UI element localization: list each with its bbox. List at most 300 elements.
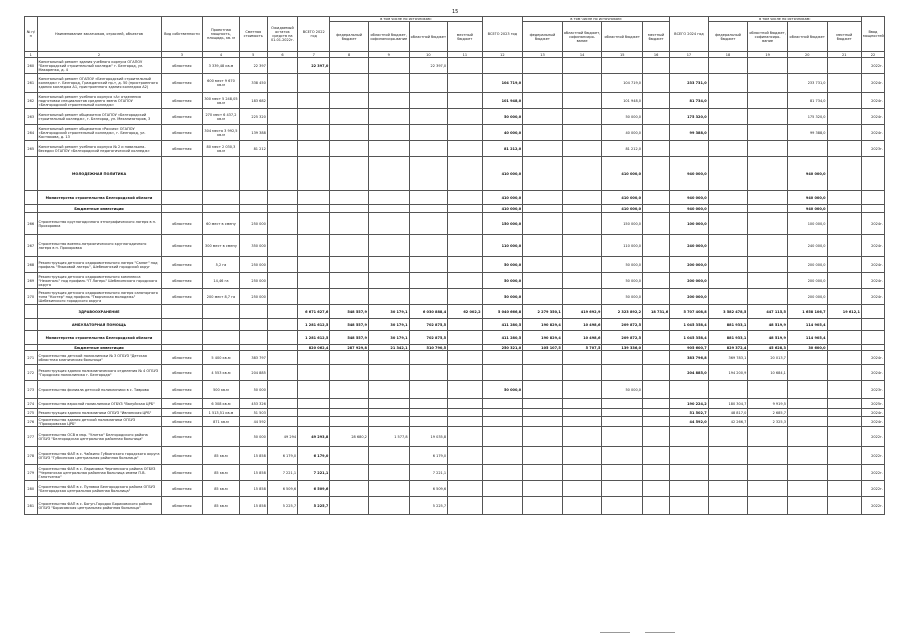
amount-cell [643, 465, 670, 481]
amount-cell: 104 719,0 [482, 74, 523, 93]
amount-cell [267, 125, 297, 141]
amount-cell [708, 191, 748, 205]
amount-cell [562, 125, 602, 141]
amount-cell: 548 557,9 [330, 305, 369, 319]
amount-cell: 702 875,5 [409, 319, 448, 331]
table-row [25, 465, 885, 481]
amount-cell [827, 465, 861, 481]
amount-cell [748, 427, 788, 447]
amount-cell [708, 213, 748, 235]
table-row [25, 447, 885, 465]
section-row [25, 319, 885, 331]
amount-cell [827, 205, 861, 213]
amount-cell [643, 257, 670, 273]
table-row [25, 365, 885, 381]
amount-cell: 204 885 [239, 365, 267, 381]
object-name: Строительство филиала детской поликлиники в с. Таврово [37, 381, 161, 399]
ownership-cell: областная [161, 93, 203, 109]
amount-cell [368, 257, 409, 273]
amount-cell [448, 331, 482, 345]
header-local-2023: местный бюджет [643, 22, 670, 52]
ownership-cell [161, 305, 203, 319]
row-number: 267 [25, 235, 38, 257]
amount-cell [827, 427, 861, 447]
amount-cell [562, 289, 602, 305]
object-name: Реконструкция здания поликлиники ОГБУЗ "Ивнянская ЦРБ" [37, 409, 161, 417]
column-number: 12 [482, 52, 523, 58]
row-number [25, 205, 38, 213]
amount-cell [523, 427, 563, 447]
amount-cell [643, 409, 670, 417]
row-number: 262 [25, 93, 38, 109]
commissioning-year: 2024г. [861, 409, 884, 417]
row-number: 264 [25, 125, 38, 141]
amount-cell [708, 481, 748, 497]
amount-cell [482, 427, 523, 447]
capacity-cell: 5 400 кв.м [203, 351, 239, 365]
amount-cell [368, 381, 409, 399]
object-name: Капитальный ремонт здания учебного корпуса ОГАПОУ "Белгородский строительный колледж" г. Белгород, ул. Макаренко, д. 4 [37, 58, 161, 74]
amount-cell [409, 157, 448, 191]
table-header [25, 17, 885, 52]
commissioning-year: 2023г. [861, 381, 884, 399]
commissioning-year: 2024г. [861, 273, 884, 289]
ownership-cell: областная [161, 381, 203, 399]
object-name: Строительство ФАП в с. Богун-Городок Борисовского района ОГБУЗ "Борисовская центральная районная больница" [37, 497, 161, 515]
amount-cell [239, 319, 267, 331]
amount-cell: 7 221,1 [267, 465, 297, 481]
capacity-cell: 300 мест в смену [203, 235, 239, 257]
ownership-cell: областная [161, 257, 203, 273]
amount-cell: 150 000,0 [602, 213, 643, 235]
header-total-2022: ВСЕГО 2022 год [298, 17, 330, 52]
amount-cell [298, 289, 330, 305]
amount-cell: 200 000,0 [670, 273, 709, 289]
amount-cell [643, 125, 670, 141]
amount-cell [827, 213, 861, 235]
amount-cell: 44 592,0 [670, 417, 709, 427]
commissioning-year: 2024г. [861, 257, 884, 273]
section-row [25, 205, 885, 213]
amount-cell [298, 141, 330, 157]
capacity-cell [203, 319, 239, 331]
amount-cell: 50 000,0 [602, 257, 643, 273]
amount-cell [267, 141, 297, 157]
amount-cell [562, 481, 602, 497]
amount-cell [643, 481, 670, 497]
amount-cell: 21 342,1 [368, 345, 409, 351]
amount-cell [482, 497, 523, 515]
amount-cell [448, 93, 482, 109]
object-name: Капитальный ремонт общежития «Россия» ОГАПОУ «Белгородский строительный колледж», г. Белгород, ул. Костюкова, д. 13 [37, 125, 161, 141]
amount-cell [748, 157, 788, 191]
amount-cell [448, 481, 482, 497]
amount-cell: 50 000,0 [602, 109, 643, 125]
header-federal-2022: федеральный бюджет [330, 22, 369, 52]
amount-cell [267, 289, 297, 305]
commissioning-year [861, 305, 884, 319]
amount-cell: 940 000,0 [787, 205, 827, 213]
amount-cell: 200 000,0 [787, 257, 827, 273]
amount-cell [298, 273, 330, 289]
amount-cell: 110 000,0 [602, 235, 643, 257]
amount-cell [330, 93, 369, 109]
amount-cell [409, 235, 448, 257]
amount-cell [368, 409, 409, 417]
object-name: Реконструкция здания поликлинического отделения № 4 ОГБУЗ "Городская поликлиника г. Белгорода" [37, 365, 161, 381]
amount-cell: 7 221,1 [409, 465, 448, 481]
amount-cell: 6 509,6 [298, 481, 330, 497]
amount-cell: 40 000,0 [482, 125, 523, 141]
amount-cell: 194 200,9 [708, 365, 748, 381]
amount-cell [523, 93, 563, 109]
amount-cell [267, 273, 297, 289]
amount-cell: 240 000,0 [670, 235, 709, 257]
amount-cell [330, 257, 369, 273]
amount-cell [748, 58, 788, 74]
amount-cell [448, 74, 482, 93]
amount-cell [643, 365, 670, 381]
amount-cell: 447 115,5 [748, 305, 788, 319]
commissioning-year: 2022г. [861, 497, 884, 515]
amount-cell: 50 000,0 [602, 381, 643, 399]
investment-table [24, 16, 885, 515]
object-name: АМБУЛАТОРНАЯ ПОМОЩЬ [37, 319, 161, 331]
amount-cell [330, 273, 369, 289]
amount-cell: 110 000,0 [482, 235, 523, 257]
amount-cell [708, 235, 748, 257]
amount-cell [448, 351, 482, 365]
amount-cell: 50 000,0 [482, 273, 523, 289]
table-row [25, 93, 885, 109]
amount-cell: 200 000,0 [787, 289, 827, 305]
table-row [25, 289, 885, 305]
amount-cell: 7 221,1 [298, 465, 330, 481]
object-name: Строительство круглогодичного этнографического лагеря в п. Прохоровка [37, 213, 161, 235]
capacity-cell: 500 кв.м [203, 381, 239, 399]
amount-cell [330, 205, 369, 213]
header-cofin-2024: областной бюджет, софинансиро-вание [748, 22, 788, 52]
amount-cell: 881 933,1 [708, 319, 748, 331]
amount-cell: 1 045 358,4 [670, 331, 709, 345]
header-name: Наименование заказчиков, отраслей, объектов [37, 17, 161, 52]
capacity-cell [203, 205, 239, 213]
amount-cell [298, 93, 330, 109]
amount-cell [562, 351, 602, 365]
amount-cell [298, 74, 330, 93]
amount-cell [368, 141, 409, 157]
amount-cell [643, 141, 670, 157]
column-number: 8 [330, 52, 369, 58]
amount-cell [708, 157, 748, 191]
amount-cell [239, 331, 267, 345]
amount-cell: 250 000 [239, 213, 267, 235]
amount-cell [643, 191, 670, 205]
amount-cell: 101 948,0 [602, 93, 643, 109]
amount-cell: 22 397,0 [409, 58, 448, 74]
amount-cell: 10 498,6 [562, 331, 602, 345]
amount-cell [523, 289, 563, 305]
column-number: 20 [787, 52, 827, 58]
amount-cell [267, 331, 297, 345]
amount-cell: 6 509,6 [267, 481, 297, 497]
amount-cell: 6 179,0 [298, 447, 330, 465]
amount-cell [562, 381, 602, 399]
amount-cell [643, 381, 670, 399]
amount-cell: 183 682 [239, 93, 267, 109]
amount-cell: 51 503 [239, 409, 267, 417]
amount-cell: 100 000,0 [670, 213, 709, 235]
amount-cell [827, 141, 861, 157]
amount-cell [748, 447, 788, 465]
amount-cell: 5 225,7 [267, 497, 297, 515]
capacity-cell: 6 308 кв.м [203, 399, 239, 409]
row-number: 274 [25, 399, 38, 409]
amount-cell [448, 125, 482, 141]
amount-cell: 1 281 612,5 [298, 331, 330, 345]
amount-cell [748, 273, 788, 289]
amount-cell: 940 000,0 [787, 191, 827, 205]
amount-cell [827, 257, 861, 273]
object-name: Министерство строительства Белгородской области [37, 331, 161, 345]
amount-cell [643, 74, 670, 93]
amount-cell [448, 497, 482, 515]
amount-cell [748, 74, 788, 93]
ownership-cell: областная [161, 289, 203, 305]
amount-cell [827, 157, 861, 191]
ownership-cell: областная [161, 273, 203, 289]
amount-cell [267, 417, 297, 427]
amount-cell [827, 93, 861, 109]
amount-cell [643, 205, 670, 213]
amount-cell [368, 235, 409, 257]
column-number: 11 [448, 52, 482, 58]
amount-cell [602, 465, 643, 481]
amount-cell [643, 319, 670, 331]
amount-cell [643, 331, 670, 345]
ownership-cell: областная [161, 213, 203, 235]
amount-cell [562, 213, 602, 235]
amount-cell [267, 365, 297, 381]
amount-cell [239, 157, 267, 191]
amount-cell: 419 692,9 [562, 305, 602, 319]
amount-cell: 240 000,0 [787, 235, 827, 257]
amount-cell: 81 212 [239, 141, 267, 157]
row-number: 260 [25, 58, 38, 74]
row-number: 268 [25, 257, 38, 273]
amount-cell [708, 465, 748, 481]
amount-cell [523, 273, 563, 289]
amount-cell [827, 417, 861, 427]
amount-cell: 49 294 [267, 427, 297, 447]
amount-cell [330, 399, 369, 409]
row-number [25, 191, 38, 205]
amount-cell [448, 417, 482, 427]
capacity-cell [203, 157, 239, 191]
amount-cell [643, 351, 670, 365]
row-number: 281 [25, 497, 38, 515]
amount-cell [330, 481, 369, 497]
amount-cell [523, 157, 563, 191]
amount-cell [448, 409, 482, 417]
amount-cell [298, 257, 330, 273]
amount-cell [643, 93, 670, 109]
amount-cell: 10 498,6 [562, 319, 602, 331]
amount-cell [748, 257, 788, 273]
amount-cell [827, 447, 861, 465]
object-name: Капитальный ремонт учебного корпуса № 2 и павильона-беседки ОГАПОУ «Белгородский педагогический колледж» [37, 141, 161, 157]
amount-cell: 19 035,8 [409, 427, 448, 447]
header-regional-2023: областной бюджет [602, 22, 643, 52]
amount-cell: 410 000,0 [482, 191, 523, 205]
amount-cell [448, 381, 482, 399]
amount-cell [448, 399, 482, 409]
object-name: Капитальный ремонт общежития ОГАПОУ «Белгородский строительный колледж», г. Белгород, ул. Механизаторов, 3 [37, 109, 161, 125]
amount-cell [298, 125, 330, 141]
amount-cell: 20 013,7 [748, 351, 788, 365]
amount-cell [368, 191, 409, 205]
column-number: 7 [298, 52, 330, 58]
amount-cell: 410 000,0 [482, 157, 523, 191]
amount-cell [708, 381, 748, 399]
capacity-cell: 304 места 3 992,5 кв.м [203, 125, 239, 141]
amount-cell [330, 235, 369, 257]
amount-cell [330, 141, 369, 157]
ownership-cell: областная [161, 74, 203, 93]
ownership-cell: областная [161, 365, 203, 381]
amount-cell [267, 58, 297, 74]
amount-cell [708, 74, 748, 93]
amount-cell [670, 465, 709, 481]
amount-cell [643, 273, 670, 289]
amount-cell [562, 93, 602, 109]
header-federal-2024: федеральный бюджет [708, 22, 748, 52]
amount-cell [267, 93, 297, 109]
amount-cell: 100 000,0 [787, 213, 827, 235]
amount-cell [330, 125, 369, 141]
amount-cell: 905 600,7 [670, 345, 709, 351]
amount-cell: 18 731,6 [643, 305, 670, 319]
amount-cell [827, 351, 861, 365]
amount-cell [562, 409, 602, 417]
amount-cell [330, 109, 369, 125]
amount-cell [787, 417, 827, 427]
amount-cell [368, 289, 409, 305]
amount-cell [523, 465, 563, 481]
amount-cell [448, 465, 482, 481]
commissioning-year: 2024г. [861, 125, 884, 141]
amount-cell: 49 293,8 [298, 427, 330, 447]
amount-cell [409, 365, 448, 381]
amount-cell [562, 205, 602, 213]
amount-cell [643, 447, 670, 465]
row-number: 271 [25, 351, 38, 365]
amount-cell: 50 000,0 [482, 381, 523, 399]
object-name: Реконструкция детского оздоровительного лагеря "Салют" под профиль "Языковой лагерь", Шебекинский городской округ [37, 257, 161, 273]
commissioning-year: 2024г. [861, 235, 884, 257]
amount-cell [787, 351, 827, 365]
amount-cell [298, 109, 330, 125]
ownership-cell: областная [161, 417, 203, 427]
amount-cell [298, 205, 330, 213]
object-name: ЗДРАВООХРАНЕНИЕ [37, 305, 161, 319]
commissioning-year: 2024г. [861, 213, 884, 235]
amount-cell [643, 417, 670, 427]
capacity-cell: 85 кв.м [203, 481, 239, 497]
amount-cell [523, 447, 563, 465]
commissioning-year: 2022г. [861, 447, 884, 465]
amount-cell: 15 858 [239, 447, 267, 465]
amount-cell [748, 125, 788, 141]
amount-cell: 233 731,0 [787, 74, 827, 93]
amount-cell: 50 000 [239, 381, 267, 399]
amount-cell [827, 273, 861, 289]
amount-cell [643, 213, 670, 235]
amount-cell [330, 465, 369, 481]
ownership-cell: областная [161, 125, 203, 141]
amount-cell: 180 304,7 [708, 399, 748, 409]
amount-cell: 1 281 612,5 [298, 319, 330, 331]
header-regional-2022: областной бюджет [409, 22, 448, 52]
amount-cell: 50 000,0 [482, 109, 523, 125]
ownership-cell: областная [161, 58, 203, 74]
commissioning-year: 2024г. [861, 365, 884, 381]
amount-cell [448, 141, 482, 157]
amount-cell [562, 447, 602, 465]
amount-cell [523, 481, 563, 497]
amount-cell: 6 179,0 [409, 447, 448, 465]
object-name: Строительство здания детской поликлиники ОГБУЗ "Прохоровская ЦРБ" [37, 417, 161, 427]
amount-cell [448, 191, 482, 205]
column-number: 1 [25, 52, 38, 58]
amount-cell [748, 381, 788, 399]
amount-cell [267, 213, 297, 235]
amount-cell: 114 905,4 [787, 331, 827, 345]
ownership-cell: областная [161, 109, 203, 125]
amount-cell [267, 235, 297, 257]
amount-cell: 104 719,0 [602, 74, 643, 93]
amount-cell [562, 427, 602, 447]
amount-cell: 829 372,4 [708, 345, 748, 351]
capacity-cell: 60 мест в смену [203, 213, 239, 235]
amount-cell [368, 399, 409, 409]
amount-cell [748, 289, 788, 305]
amount-cell: 50 000,0 [602, 273, 643, 289]
amount-cell [330, 157, 369, 191]
amount-cell [827, 319, 861, 331]
amount-cell [330, 447, 369, 465]
header-cofin-2022: областной бюджет, софинансиро-вание [368, 22, 409, 52]
amount-cell [267, 409, 297, 417]
amount-cell: 548 557,9 [330, 319, 369, 331]
object-name: Строительство взрослой поликлиники ОГБУЗ "Валуйская ЦРБ" [37, 399, 161, 409]
amount-cell [708, 58, 748, 74]
table-row [25, 58, 885, 74]
amount-cell: 15 858 [239, 497, 267, 515]
amount-cell: 287 929,8 [330, 345, 369, 351]
amount-cell [562, 257, 602, 273]
amount-cell: 6 179,0 [267, 447, 297, 465]
amount-cell [523, 58, 563, 74]
amount-cell [787, 481, 827, 497]
row-number: 263 [25, 109, 38, 125]
column-number: 4 [203, 52, 239, 58]
amount-cell: 15 858 [239, 481, 267, 497]
section-row [25, 191, 885, 205]
amount-cell [562, 157, 602, 191]
amount-cell [330, 213, 369, 235]
amount-cell: 410 000,0 [602, 191, 643, 205]
